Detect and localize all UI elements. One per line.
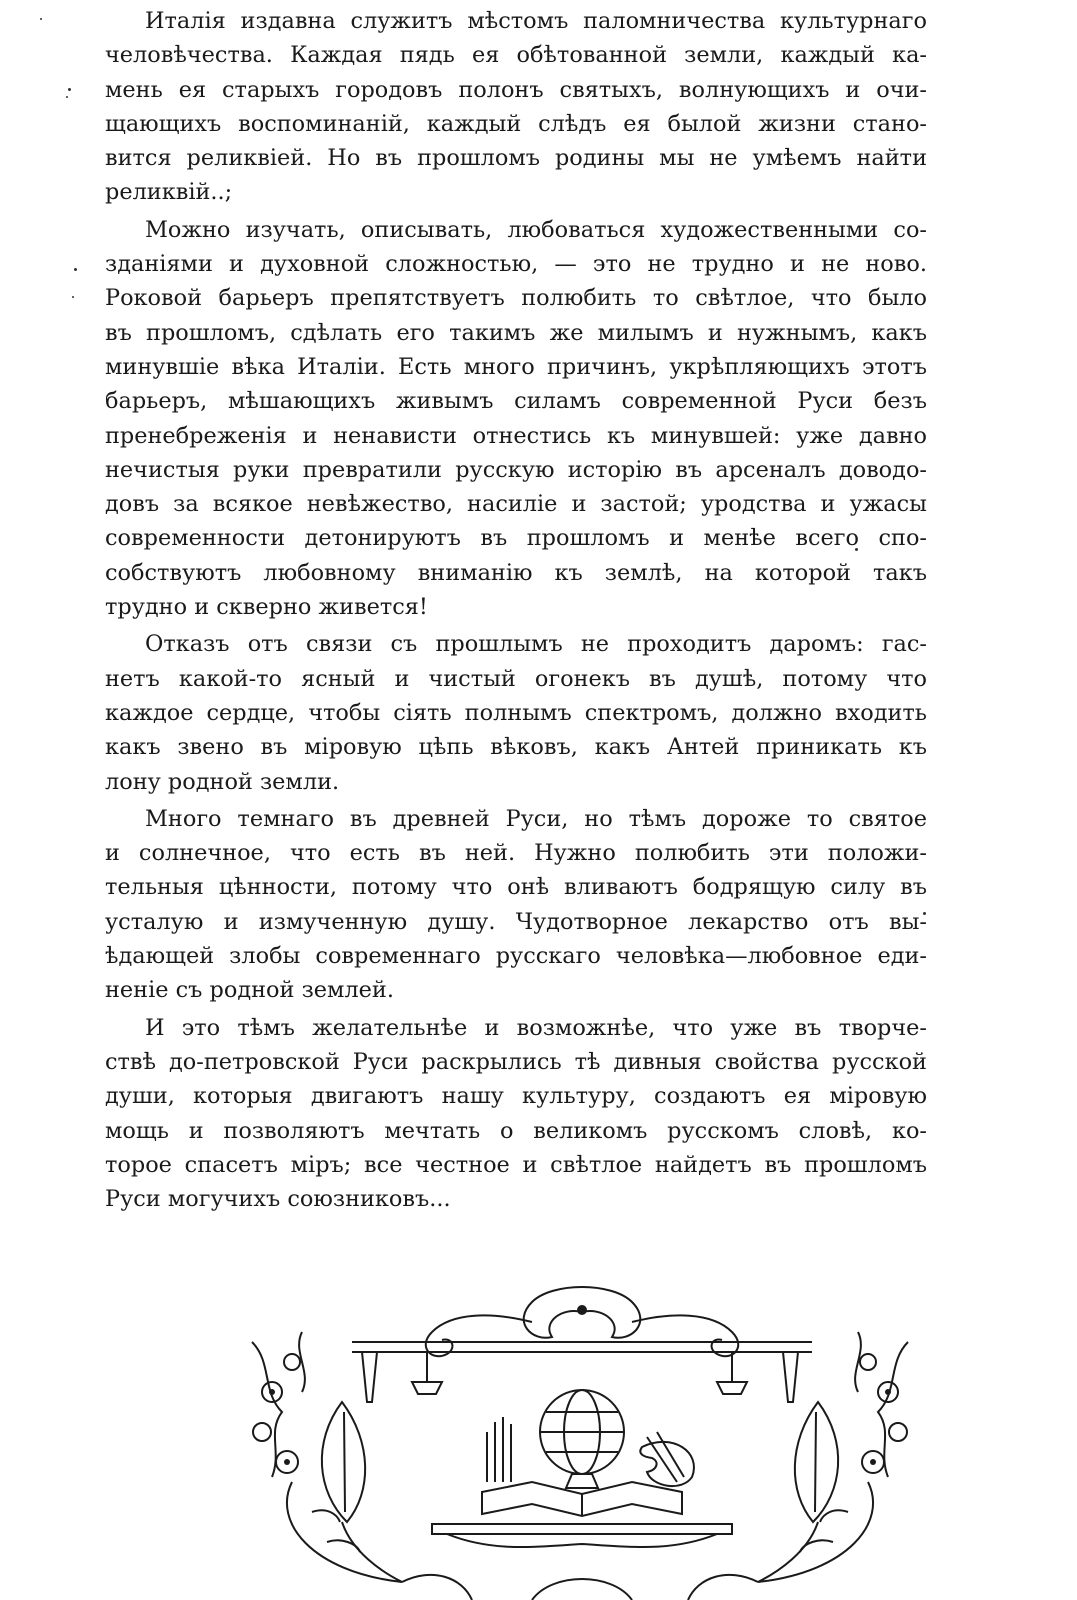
text-line: каждое сердце, чтобы сіять полнымъ спектромъ, должно входить (105, 699, 927, 726)
text-line: въ прошломъ, сдѣлать его такимъ же милымъ и нужнымъ, какъ (105, 319, 927, 346)
flower (253, 1423, 271, 1441)
text-line: собствуютъ любовному вниманію къ землѣ, на которой такъ (105, 559, 927, 586)
scan-speck (74, 268, 77, 271)
text-line: усталую и измученную душу. Чудотворное лекарство отъ вы- (105, 908, 927, 935)
flower-center (885, 1389, 891, 1395)
text-line: души, которыя двигаютъ нашу культуру, создаютъ ея міровую (105, 1083, 927, 1110)
paragraph-2 (105, 213, 927, 625)
text-line: нечистыя руки превратили русскую исторію въ арсеналъ доводо- (105, 456, 927, 483)
paragraph-3 (105, 627, 927, 798)
text-line: Можно изучать, описывать, любоваться художественными со- (145, 216, 927, 243)
left-cornucopia-rings (312, 1510, 360, 1552)
paragraph-5 (105, 1011, 927, 1217)
bottom-center-shell (532, 1579, 632, 1600)
right-leaf-vein (815, 1412, 816, 1512)
text-line: Роковой барьеръ препятствуетъ полюбить то свѣтлое, что было (105, 285, 927, 312)
right-cornucopia-rings (800, 1510, 848, 1552)
text-line: трудно и скверно живется! (105, 594, 428, 621)
flower-center (269, 1389, 275, 1395)
left-leaf-vein (344, 1412, 345, 1512)
brushes (647, 1432, 684, 1482)
text-line: современности детонируютъ въ прошломъ и менѣе всего спо- (105, 525, 927, 552)
scan-speck (66, 96, 68, 98)
baroque-vignette-icon (232, 1282, 928, 1600)
text-line: зданіями и духовной сложностью, — это не трудно и не ново. (105, 251, 927, 278)
text-line: мощь и позволяютъ мечтать о великомъ русскомъ словѣ, ко- (105, 1117, 927, 1144)
text-line: какъ звено въ міровую цѣпь вѣковъ, какъ Антей приникать къ (105, 734, 927, 761)
table-top (432, 1524, 732, 1534)
text-line: ѣдающей злобы современнаго русскаго человѣка—любовное еди- (105, 943, 927, 970)
text-line: мень ея старыхъ городовъ полонъ святыхъ, волнующихъ и очи- (105, 76, 927, 103)
bracket-bar (352, 1342, 812, 1352)
left-lamp (412, 1382, 442, 1394)
bottom-scroll-right (688, 1575, 758, 1600)
text-line: Руси могучихъ союзниковъ... (105, 1186, 451, 1213)
text-line: реликвій..; (105, 179, 233, 206)
text-line: ствѣ до-петровской Руси раскрылись тѣ дивныя свойства русской (105, 1048, 927, 1075)
scan-speck (72, 296, 74, 298)
text-line: Италія издавна служитъ мѣстомъ паломничества культурнаго (145, 8, 927, 34)
scan-speck (68, 88, 71, 91)
text-line: Отказъ отъ связи съ прошлымъ не проходитъ даромъ: гас- (145, 631, 927, 658)
organ-pipes (487, 1417, 511, 1482)
table-apron (447, 1534, 717, 1547)
text-line: пренебреженія и ненависти отнестись къ минувшей: уже давно (105, 422, 927, 449)
globe-equator (540, 1412, 624, 1452)
text-line: Много темнаго въ древней Руси, но тѣмъ дороже то святое (145, 805, 927, 832)
text-line: довъ за всякое невѣжество, насиліе и застой; уродства и ужасы (105, 491, 927, 518)
text-line: И это тѣмъ желательнѣе и возможнѣе, что уже въ творче- (145, 1014, 927, 1041)
text-line: нетъ какой-то ясный и чистый огонекъ въ душѣ, потому что (105, 665, 927, 692)
paragraph-1 (105, 4, 927, 210)
left-pillar (362, 1352, 377, 1402)
right-pillar (783, 1352, 798, 1402)
text-line: барьеръ, мѣшающихъ живымъ силамъ современной Руси безъ (105, 388, 927, 415)
flower (284, 1354, 300, 1370)
text-line: минувшіе вѣка Италіи. Есть много причинъ, укрѣпляющихъ этотъ (105, 353, 927, 380)
text-line: человѣчества. Каждая пядь ея обѣтованной земли, каждый ка- (105, 42, 927, 69)
crest-jewel (577, 1305, 587, 1315)
text-line: лону родной земли. (105, 768, 340, 795)
text-line: тельныя цѣнности, потому что онѣ вливаютъ бодрящую силу въ (105, 874, 927, 901)
bottom-scroll-left (402, 1575, 472, 1600)
right-lamp (717, 1382, 747, 1394)
crest-scroll-left (426, 1315, 532, 1356)
crest-scroll-right (632, 1315, 738, 1356)
flower (860, 1354, 876, 1370)
globe-stand (566, 1474, 598, 1488)
text-line: неніе съ родной землей. (105, 977, 394, 1004)
text-line: щающихъ воспоминаній, каждый слѣдъ ея былой жизни стано- (105, 110, 927, 137)
flower (889, 1423, 907, 1441)
flower-center (870, 1459, 876, 1465)
text-line: и солнечное, что есть въ ней. Нужно полюбить эти положи- (105, 840, 927, 867)
scan-speck (40, 18, 42, 20)
text-line: торое спасетъ міръ; все честное и свѣтлое найдетъ въ прошломъ (105, 1151, 927, 1178)
text-line: вится реликвіей. Но въ прошломъ родины мы не умѣемъ найти (105, 145, 927, 172)
flower-center (284, 1459, 290, 1465)
paragraph-4 (105, 802, 927, 1008)
body-text (105, 4, 927, 1216)
